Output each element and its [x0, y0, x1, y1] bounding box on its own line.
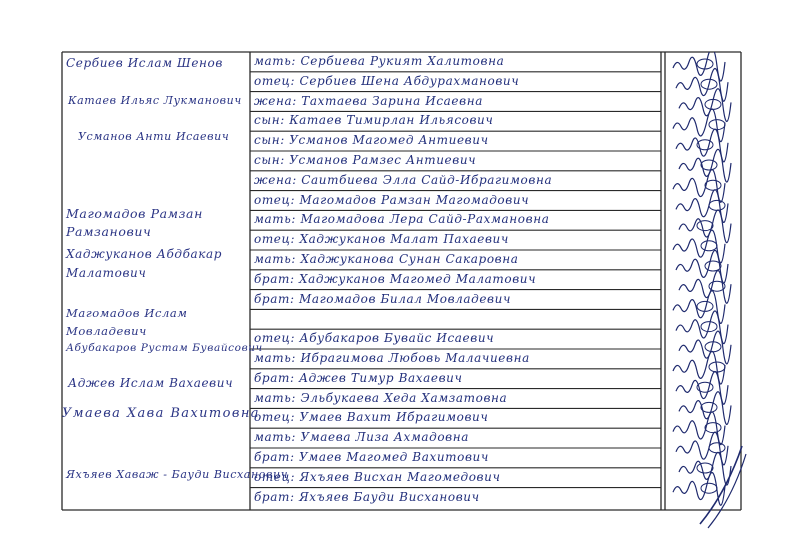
relative-row: мать: Магомадова Лера Сайд-Рахмановна — [254, 212, 550, 227]
signature-mark — [679, 149, 731, 182]
signature-mark — [673, 351, 725, 384]
signature-mark — [676, 311, 728, 344]
relative-row: брат: Аджев Тимур Вахаевич — [254, 370, 463, 385]
signature-loop — [705, 423, 721, 433]
relative-row: отец: Сербиев Шена Абдурахманович — [254, 73, 520, 88]
signature-mark — [676, 190, 728, 223]
relative-row: мать: Хаджуканова Сунан Сакаровна — [254, 252, 519, 266]
left-name: Катаев Ильяс Лукманович — [68, 94, 242, 107]
signature-mark — [679, 392, 731, 425]
relative-row: мать: Умаева Лиза Ахмадовна — [254, 430, 469, 445]
relative-row: отец: Яхъяев Висхан Магомедович — [254, 469, 501, 484]
signature-slash — [690, 440, 750, 530]
relative-row: брат: Умаев Магомед Вахитович — [254, 450, 489, 464]
relative-row: жена: Саитбиева Элла Сайд-Ибрагимовна — [254, 172, 553, 187]
signature-loop — [697, 221, 713, 231]
signature-mark — [673, 109, 725, 142]
relative-row: брат: Хаджуканов Магомед Малатович — [254, 271, 537, 286]
relative-row: брат: Яхъяев Бауди Висханович — [254, 489, 480, 504]
signature-mark — [676, 129, 728, 162]
signature-mark — [673, 291, 725, 324]
signature-loop — [709, 200, 725, 210]
relative-row: мать: Эльбукаева Хеда Хамзатовна — [254, 390, 508, 405]
signature-loop — [705, 180, 721, 190]
left-name: Яхъяев Хаваж - Бауди Висханович — [66, 468, 289, 481]
left-name: Хаджуканов Абдбакар Малатович — [66, 247, 223, 280]
signature-loop — [701, 241, 717, 251]
relative-row: отец: Магомадов Рамзан Магомадович — [254, 192, 530, 207]
relative-row: отец: Хаджуканов Малат Пахаевич — [254, 232, 509, 247]
signature-loop — [705, 261, 721, 271]
left-name: Аджев Ислам Вахаевич — [68, 376, 234, 390]
signature-mark — [676, 372, 728, 405]
relative-row: сын: Усманов Рамзес Антиевич — [254, 153, 477, 167]
signature-mark — [676, 69, 728, 102]
relative-row: мать: Ибрагимова Любовь Малачиевна — [254, 351, 530, 365]
relative-row: сын: Катаев Тимирлан Ильясович — [254, 113, 494, 128]
relative-row: жена: Тахтаева Зарина Исаевна — [254, 93, 483, 108]
left-name: Усманов Анти Исаевич — [78, 130, 230, 143]
signature-mark — [679, 271, 731, 304]
relative-row: брат: Магомадов Билал Мовладевич — [254, 291, 512, 306]
relative-row: мать: Сербиева Рукият Халитовна — [254, 54, 505, 68]
relative-row: отец: Умаев Вахит Ибрагимович — [254, 410, 489, 425]
signature-mark — [676, 250, 728, 283]
relative-row: сын: Усманов Магомед Антиевич — [254, 133, 489, 148]
signature-mark — [679, 210, 731, 243]
signature-mark — [673, 170, 725, 203]
relative-row: отец: Абубакаров Бувайс Исаевич — [254, 331, 495, 346]
left-name: Умаева Хава Вахитовна — [62, 406, 260, 421]
signature-loop — [701, 160, 717, 170]
signature-mark — [673, 52, 725, 81]
left-name: Магомадов Ислам Мовладевич — [66, 306, 188, 338]
signature-loop — [701, 402, 717, 412]
left-name: Магомадов Рамзан Рамзанович — [66, 206, 203, 239]
left-name: Сербиев Ислам Шенов — [66, 56, 223, 70]
left-name: Абубакаров Рустам Бувайсович — [66, 342, 263, 354]
